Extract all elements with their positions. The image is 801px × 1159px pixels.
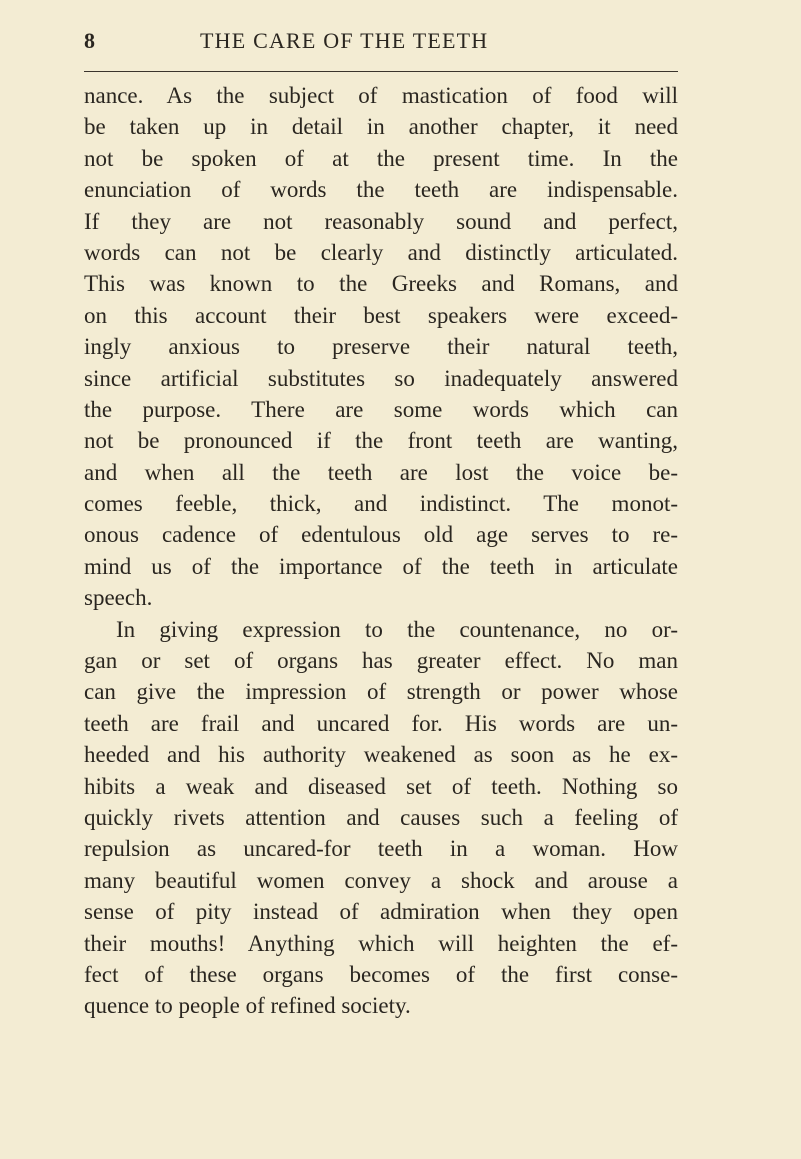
- text-line: If they are not reasonably sound and perfect,: [84, 208, 678, 234]
- text-line: not be pronounced if the front teeth are wanting,: [84, 428, 678, 454]
- text-line: can give the impression of strength or power whose: [84, 679, 678, 705]
- text-line: hibits a weak and diseased set of teeth. Nothing so: [84, 773, 678, 799]
- text-line: fect of these organs becomes of the first conse-: [84, 961, 678, 987]
- text-line: speech.: [84, 585, 153, 611]
- text-line: onous cadence of edentulous old age serves to re-: [84, 522, 678, 548]
- text-line: quence to people of refined society.: [84, 993, 411, 1019]
- text-line: gan or set of organs has greater effect. No man: [84, 648, 678, 674]
- text-line: In giving expression to the countenance, no or-: [116, 616, 678, 642]
- text-line: This was known to the Greeks and Romans, and: [84, 271, 678, 297]
- header-rule: [84, 71, 678, 72]
- text-line: and when all the teeth are lost the voice be-: [84, 459, 678, 485]
- body-text: [84, 80, 678, 1022]
- text-line: nance. As the subject of mastication of food will: [84, 83, 678, 108]
- text-line: quickly rivets attention and causes such a feeling of: [84, 804, 678, 830]
- text-line: heeded and his authority weakened as soon as he ex-: [84, 742, 678, 768]
- text-line: words can not be clearly and distinctly articulated.: [84, 239, 678, 265]
- text-line: on this account their best speakers were exceed-: [84, 302, 678, 328]
- text-line: mind us of the importance of the teeth in articulate: [84, 553, 678, 579]
- text-line: comes feeble, thick, and indistinct. The monot-: [84, 491, 678, 517]
- text-line: many beautiful women convey a shock and arouse a: [84, 867, 678, 893]
- page-number: 8: [84, 28, 96, 53]
- running-title: THE CARE OF THE TEETH: [200, 28, 489, 53]
- text-line: sense of pity instead of admiration when they open: [84, 899, 678, 925]
- text-line: enunciation of words the teeth are indispensable.: [84, 177, 678, 203]
- paragraph-2: [84, 614, 678, 1022]
- text-line: teeth are frail and uncared for. His words are un-: [84, 710, 678, 736]
- text-line: repulsion as uncared-for teeth in a woman. How: [84, 836, 678, 862]
- paragraph-1: [84, 80, 678, 614]
- text-line: the purpose. There are some words which can: [84, 396, 678, 422]
- text-line: their mouths! Anything which will heighten the ef-: [84, 930, 678, 956]
- running-header: [84, 28, 678, 58]
- text-line: be taken up in detail in another chapter, it need: [84, 114, 678, 140]
- text-line: ingly anxious to preserve their natural teeth,: [84, 334, 678, 360]
- text-line: not be spoken of at the present time. In the: [84, 145, 678, 171]
- text-line: since artificial substitutes so inadequately answered: [84, 365, 678, 391]
